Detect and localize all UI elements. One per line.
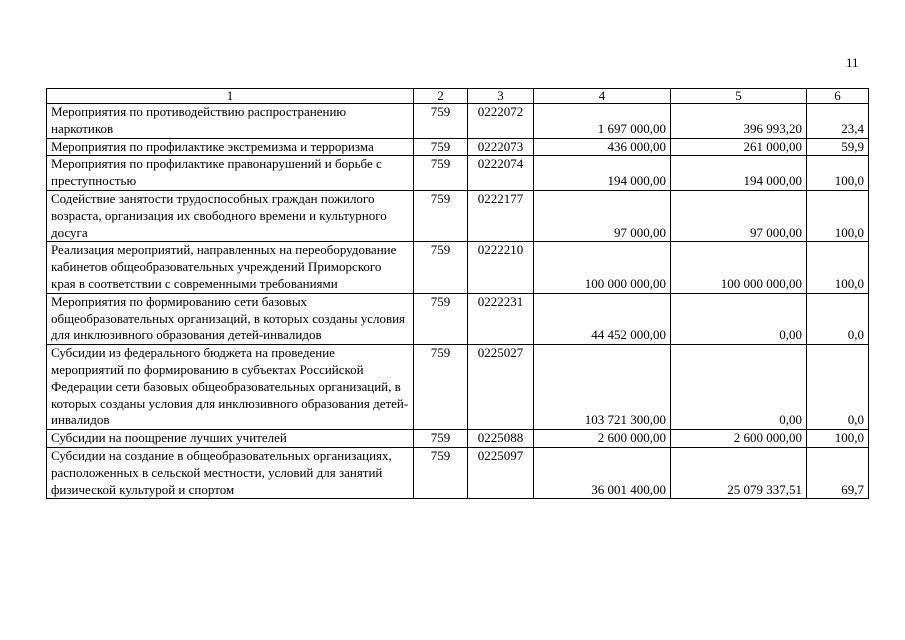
row-percent-cell: 23,4: [807, 104, 869, 139]
row-code-2-cell: 759: [414, 293, 468, 344]
column-header: 2: [414, 89, 468, 104]
row-code-3-cell: 0222072: [468, 104, 534, 139]
row-plan-cell: 2 600 000,00: [534, 430, 671, 448]
column-header: 1: [47, 89, 414, 104]
row-name-cell: Реализация мероприятий, направленных на переоборудование кабинетов общеобразовательных учреждений Приморского края в соответствии с современными требованиями: [47, 242, 414, 293]
row-plan-cell: 100 000 000,00: [534, 242, 671, 293]
row-percent-cell: 100,0: [807, 156, 869, 191]
row-actual-cell: 2 600 000,00: [671, 430, 807, 448]
column-header: 5: [671, 89, 807, 104]
row-plan-cell: 36 001 400,00: [534, 447, 671, 498]
row-plan-cell: 194 000,00: [534, 156, 671, 191]
row-code-3-cell: 0222231: [468, 293, 534, 344]
row-code-3-cell: 0222210: [468, 242, 534, 293]
table-row: [47, 138, 869, 156]
table-row: [47, 156, 869, 191]
budget-table: [46, 88, 869, 499]
row-code-3-cell: 0222073: [468, 138, 534, 156]
column-header: 4: [534, 89, 671, 104]
row-actual-cell: 194 000,00: [671, 156, 807, 191]
table-row: [47, 190, 869, 241]
row-actual-cell: 396 993,20: [671, 104, 807, 139]
row-code-2-cell: 759: [414, 345, 468, 430]
row-percent-cell: 0,0: [807, 293, 869, 344]
row-actual-cell: 25 079 337,51: [671, 447, 807, 498]
row-code-2-cell: 759: [414, 447, 468, 498]
row-name-cell: Мероприятия по профилактике правонарушений и борьбе с преступностью: [47, 156, 414, 191]
table-row: [47, 104, 869, 139]
column-header: 6: [807, 89, 869, 104]
column-header: 3: [468, 89, 534, 104]
row-percent-cell: 100,0: [807, 430, 869, 448]
row-name-cell: Мероприятия по профилактике экстремизма и терроризма: [47, 138, 414, 156]
row-actual-cell: 0,00: [671, 293, 807, 344]
row-plan-cell: 97 000,00: [534, 190, 671, 241]
table-row: [47, 242, 869, 293]
row-percent-cell: 59,9: [807, 138, 869, 156]
row-code-3-cell: 0225027: [468, 345, 534, 430]
row-actual-cell: 261 000,00: [671, 138, 807, 156]
row-code-2-cell: 759: [414, 430, 468, 448]
row-name-cell: Субсидии на поощрение лучших учителей: [47, 430, 414, 448]
row-code-2-cell: 759: [414, 104, 468, 139]
row-code-3-cell: 0225088: [468, 430, 534, 448]
row-plan-cell: 1 697 000,00: [534, 104, 671, 139]
row-code-2-cell: 759: [414, 190, 468, 241]
row-name-cell: Субсидии на создание в общеобразовательных организациях, расположенных в сельской местности, условий для занятий физической культурой и спортом: [47, 447, 414, 498]
row-plan-cell: 103 721 300,00: [534, 345, 671, 430]
table-row: [47, 447, 869, 498]
table-row: [47, 430, 869, 448]
row-plan-cell: 44 452 000,00: [534, 293, 671, 344]
row-actual-cell: 100 000 000,00: [671, 242, 807, 293]
row-code-2-cell: 759: [414, 242, 468, 293]
row-actual-cell: 0,00: [671, 345, 807, 430]
row-plan-cell: 436 000,00: [534, 138, 671, 156]
row-percent-cell: 100,0: [807, 242, 869, 293]
row-percent-cell: 69,7: [807, 447, 869, 498]
row-code-3-cell: 0222177: [468, 190, 534, 241]
row-percent-cell: 100,0: [807, 190, 869, 241]
table-header-row: [47, 89, 869, 104]
page-number: 11: [846, 55, 859, 70]
row-name-cell: Мероприятия по противодействию распространению наркотиков: [47, 104, 414, 139]
table-row: [47, 293, 869, 344]
table-row: [47, 345, 869, 430]
row-code-2-cell: 759: [414, 156, 468, 191]
row-code-3-cell: 0225097: [468, 447, 534, 498]
row-name-cell: Субсидии из федерального бюджета на проведение мероприятий по формированию в субъектах Российской Федерации сети базовых общеобразовательных организаций, в которых созданы условия для инклюзивного образования детей-инвалидов: [47, 345, 414, 430]
row-code-3-cell: 0222074: [468, 156, 534, 191]
row-name-cell: Содействие занятости трудоспособных граждан пожилого возраста, организация их свободного времени и культурного досуга: [47, 190, 414, 241]
row-code-2-cell: 759: [414, 138, 468, 156]
row-name-cell: Мероприятия по формированию сети базовых общеобразовательных организаций, в которых созданы условия для инклюзивного образования детей-инвалидов: [47, 293, 414, 344]
row-percent-cell: 0,0: [807, 345, 869, 430]
row-actual-cell: 97 000,00: [671, 190, 807, 241]
